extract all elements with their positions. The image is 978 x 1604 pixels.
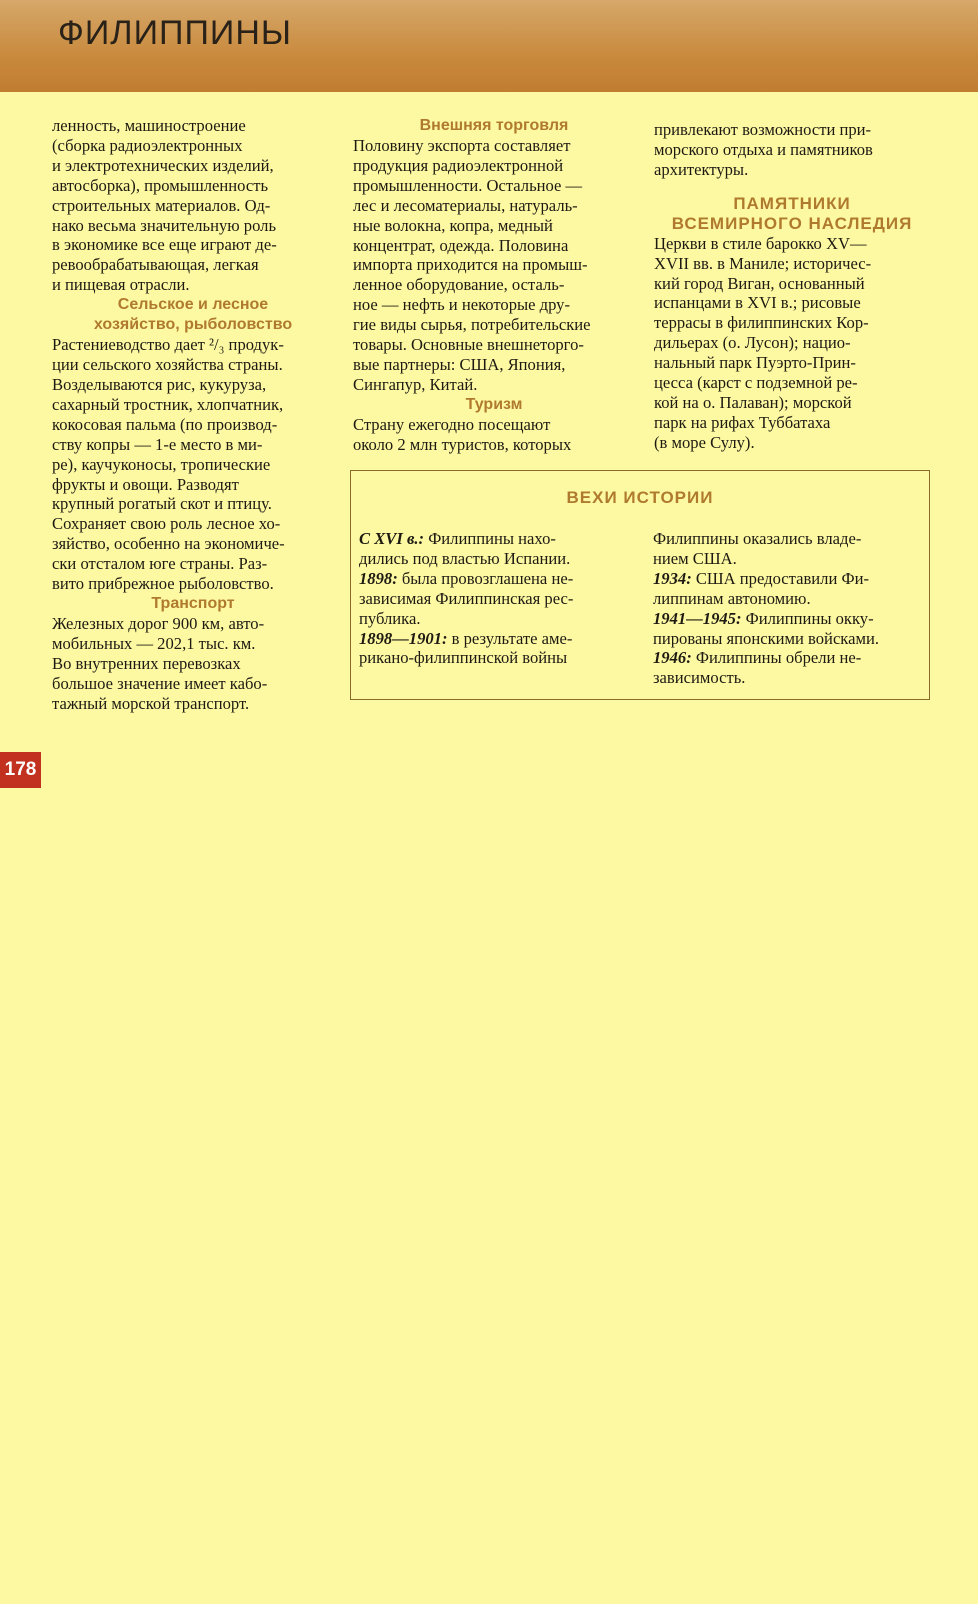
text-line: автосборка), промышленность xyxy=(52,175,269,195)
history-year: 1898—1901: xyxy=(359,628,448,648)
heritage-heading xyxy=(654,194,930,234)
text-line: продукция радиоэлектронной xyxy=(353,155,564,175)
spacer xyxy=(654,180,930,194)
history-line xyxy=(653,609,923,629)
history-text: зависимая Филиппинская рес- xyxy=(359,588,574,608)
text-line: (сборка радиоэлектронных xyxy=(52,135,243,155)
history-line xyxy=(653,589,923,609)
history-year: 1934: xyxy=(653,568,692,588)
history-line xyxy=(359,648,629,668)
text-line: Во внутренних перевозках xyxy=(52,653,241,673)
text-line: террасы в филиппинских Кор- xyxy=(654,313,869,333)
tourism-heading: Туризм xyxy=(465,395,523,413)
history-box xyxy=(350,470,930,700)
history-text: Филиппины обрели не- xyxy=(691,648,862,668)
history-text: зависимость. xyxy=(653,668,746,688)
history-text: была провозглашена не- xyxy=(397,568,574,588)
text-line: и электротехнических изделий, xyxy=(52,155,274,175)
text-line: ПАМЯТНИКИ xyxy=(733,193,851,213)
text-line: около 2 млн туристов, которых xyxy=(353,434,572,454)
trade-heading: Внешняя торговля xyxy=(419,117,569,134)
text-line: вые партнеры: США, Япония, xyxy=(353,354,566,374)
text-line: Половину экспорта составляет xyxy=(353,136,571,155)
text-line: ное — нефть и некоторые дру- xyxy=(353,295,571,315)
history-year: 1898: xyxy=(359,568,398,588)
agri-text xyxy=(52,335,334,594)
text-line: Возделываются рис, кукуруза, xyxy=(52,374,267,394)
page-title: ФИЛИППИНЫ xyxy=(58,14,293,52)
text-line: дильерах (о. Лусон); нацио- xyxy=(654,333,851,353)
heritage-text xyxy=(654,234,930,453)
text-line: большое значение имеет кабо- xyxy=(52,673,268,693)
history-year: 1941—1945: xyxy=(653,608,742,628)
text-line: Церкви в стиле барокко XV— xyxy=(654,233,867,253)
history-line xyxy=(653,529,923,549)
column-2 xyxy=(353,116,635,455)
text-line: лес и лесоматериалы, натураль- xyxy=(353,195,578,215)
text-line: архитектуры. xyxy=(654,159,749,179)
text-line: товары. Основные внешнеторго- xyxy=(353,335,584,355)
text-line: Сельское и лесное xyxy=(117,296,269,314)
history-text: публика. xyxy=(359,608,421,628)
column-3 xyxy=(654,120,930,453)
page-number-badge: 178 xyxy=(0,752,41,788)
history-text: пированы японскими войсками. xyxy=(653,628,880,648)
text-line: концентрат, одежда. Половина xyxy=(353,235,569,255)
text-line: Сохраняет свою роль лесное хо- xyxy=(52,514,281,534)
text-line: XVII вв. в Маниле; историчес- xyxy=(654,253,872,273)
text-line: (в море Сулу). xyxy=(654,432,755,452)
text-line: хозяйство, рыболовство xyxy=(93,316,293,334)
history-line xyxy=(359,609,629,629)
history-line xyxy=(359,529,629,549)
text-line: мобильных — 202,1 тыс. км. xyxy=(52,633,256,653)
text-line: кой на о. Палаван); морской xyxy=(654,392,852,412)
header-bar xyxy=(0,0,978,92)
history-year: С XVI в.: xyxy=(359,529,425,548)
text-line: парк на рифах Туббатаха xyxy=(654,412,831,432)
history-line xyxy=(653,668,923,688)
text-line: ции сельского хозяйства страны. xyxy=(52,355,283,375)
history-col-2 xyxy=(653,529,923,688)
text-line: ски отсталом юге страны. Раз- xyxy=(52,554,268,574)
text-line: привлекают возможности при- xyxy=(654,120,872,139)
text-line: Страну ежегодно посещают xyxy=(353,414,551,434)
text-line: Сингапур, Китай. xyxy=(353,374,478,394)
text-line: ству копры — 1-е место в ми- xyxy=(52,434,263,454)
transport-text xyxy=(52,614,334,714)
text-line: ревообрабатывающая, легкая xyxy=(52,255,259,275)
text-line: ленное оборудование, осталь- xyxy=(353,275,565,295)
text-line: крупный рогатый скот и птицу. xyxy=(52,494,272,514)
history-year: 1946: xyxy=(653,648,692,668)
text-line: испанцами в XVI в.; рисовые xyxy=(654,293,861,313)
history-text: Филиппины окку- xyxy=(741,608,874,628)
text-line: нако весьма значительную роль xyxy=(52,215,277,235)
history-line xyxy=(653,648,923,668)
text-line: морского отдыха и памятников xyxy=(654,139,873,159)
column-1 xyxy=(52,116,334,713)
text-line: промышленности. Остальное — xyxy=(353,175,583,195)
text-line: в экономике все еще играют де- xyxy=(52,235,277,255)
text-line: импорта приходится на промыш- xyxy=(353,255,588,275)
history-text: Филиппины нахо- xyxy=(424,529,556,548)
text-line: Железных дорог 900 км, авто- xyxy=(52,613,265,633)
text-line: тажный морской транспорт. xyxy=(52,693,250,713)
text-line: фрукты и овощи. Разводят xyxy=(52,474,239,494)
intro-text xyxy=(52,116,334,295)
text-line: ВСЕМИРНОГО НАСЛЕДИЯ xyxy=(671,213,913,233)
history-line xyxy=(359,549,629,569)
text-line: ные волокна, копра, медный xyxy=(353,215,553,235)
agri-heading xyxy=(52,295,334,335)
history-line xyxy=(653,629,923,649)
history-text: рикано-филиппинской войны xyxy=(359,648,568,668)
text-line: кокосовая пальма (по производ- xyxy=(52,414,278,434)
text-line: сахарный тростник, хлопчатник, xyxy=(52,394,284,414)
text-line: гие виды сырья, потребительские xyxy=(353,315,591,335)
transport-heading: Транспорт xyxy=(151,594,235,612)
history-line xyxy=(359,629,629,649)
text-line: вито прибрежное рыболовство. xyxy=(52,574,274,594)
history-title: ВЕХИ ИСТОРИИ xyxy=(566,488,714,507)
text-line: ленность, машиностроение xyxy=(52,116,246,135)
text-line: цесса (карст с подземной ре- xyxy=(654,373,858,393)
history-line xyxy=(359,569,629,589)
history-line xyxy=(653,569,923,589)
text-line: кий город Виган, основанный xyxy=(654,273,865,293)
text-line: и пищевая отрасли. xyxy=(52,275,190,295)
text-line: нальный парк Пуэрто-Прин- xyxy=(654,353,856,373)
trade-text xyxy=(353,136,635,395)
text-line: зяйство, особенно на экономиче- xyxy=(52,534,285,554)
history-text: США предоставили Фи- xyxy=(691,568,870,588)
text-line: Растениеводство дает ²/₃ продук- xyxy=(52,335,284,355)
history-line xyxy=(359,589,629,609)
text-line: ре), каучуконосы, тропические xyxy=(52,454,271,474)
text-line: строительных материалов. Од- xyxy=(52,195,271,215)
tourism-text-cont xyxy=(654,120,930,180)
history-line xyxy=(653,549,923,569)
history-text: в результате аме- xyxy=(447,628,573,648)
tourism-text xyxy=(353,415,635,455)
history-text: дились под властью Испании. xyxy=(359,548,571,568)
history-text: липпинам автономию. xyxy=(653,588,811,608)
history-text: нием США. xyxy=(653,548,737,568)
history-text: Филиппины оказались владе- xyxy=(653,529,862,548)
history-col-1 xyxy=(359,529,629,668)
